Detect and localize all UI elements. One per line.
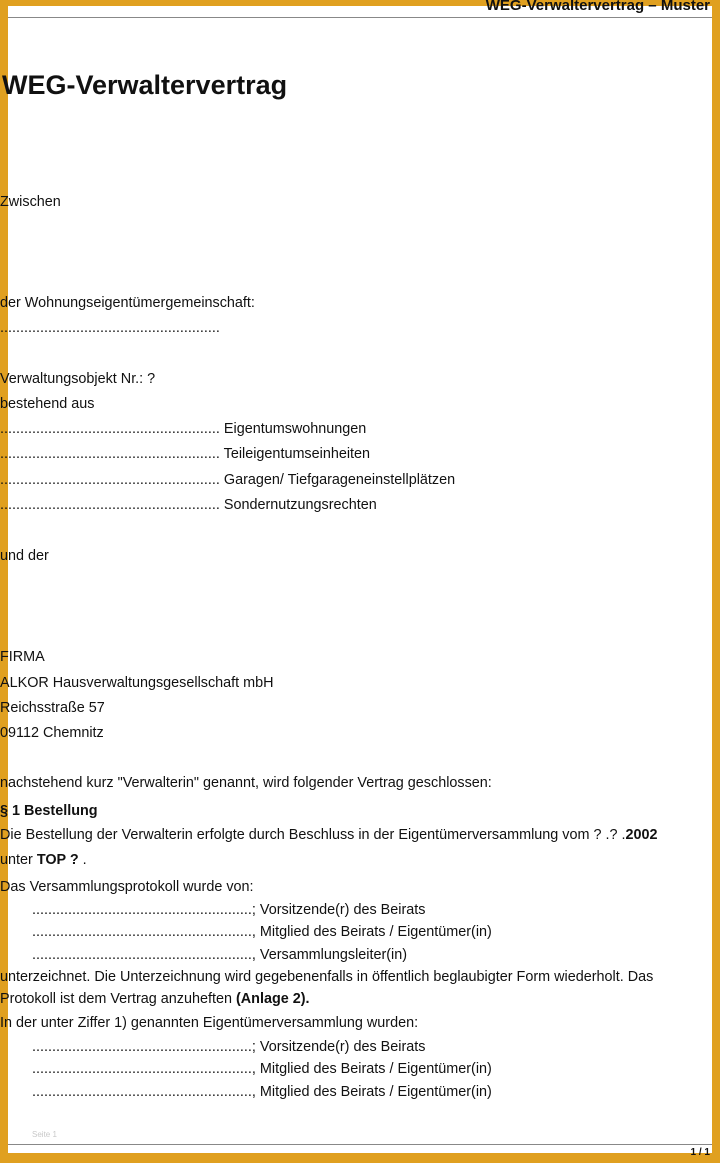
section1-paragraph-line: Protokoll ist dem Vertrag anzuheften (Anlage 2). xyxy=(0,991,310,1007)
firm-city: 09112 Chemnitz xyxy=(0,725,104,741)
signer-line: ......................................................., Mitglied des Beirats / Eigentümer(in) xyxy=(32,924,492,940)
document-title: WEG-Verwaltervertrag xyxy=(2,70,288,100)
party1-blank: ....................................................... xyxy=(0,320,220,336)
running-header: WEG-Verwaltervertrag – Muster xyxy=(485,0,710,14)
section1-paragraph-line: unter TOP ? . xyxy=(0,852,87,868)
firm-label: FIRMA xyxy=(0,649,45,665)
objekt-number: Verwaltungsobjekt Nr.: ? xyxy=(0,371,156,387)
zwischen-text: Zwischen xyxy=(0,194,61,210)
und-der-text: und der xyxy=(0,548,49,564)
unit-line: ....................................................... Garagen/ Tiefgarageneinstellplätzen xyxy=(0,472,456,488)
protokoll-intro: Das Versammlungsprotokoll wurde von: xyxy=(0,879,254,895)
elected-line: .......................................................; Vorsitzende(r) des Beirats xyxy=(32,1039,426,1055)
unit-line: ....................................................... Teileigentumseinheiten xyxy=(0,446,371,462)
firm-name: ALKOR Hausverwaltungsgesellschaft mbH xyxy=(0,675,274,691)
header-rule xyxy=(8,17,712,18)
section1-paragraph-line: Die Bestellung der Verwalterin erfolgte durch Beschluss in der Eigentümerversammlung vom ? .? .2002 xyxy=(0,827,658,843)
section-heading: § 1 Bestellung xyxy=(0,803,98,819)
elected-line: ......................................................., Mitglied des Beirats / Eigentümer(in) xyxy=(32,1084,492,1100)
signer-line: .......................................................; Vorsitzende(r) des Beirats xyxy=(32,902,426,918)
nachstehend-text: nachstehend kurz "Verwalterin" genannt, wird folgender Vertrag geschlossen: xyxy=(0,775,492,791)
footer-rule xyxy=(8,1144,712,1145)
unit-line: ....................................................... Eigentumswohnungen xyxy=(0,421,367,437)
bestehend-text: bestehend aus xyxy=(0,396,95,412)
party1-intro: der Wohnungseigentümergemeinschaft: xyxy=(0,295,255,311)
footer-note: Seite 1 xyxy=(32,1130,57,1139)
signer-line: ......................................................., Versammlungsleiter(in) xyxy=(32,947,408,963)
firm-street: Reichsstraße 57 xyxy=(0,700,105,716)
section1-paragraph-line: unterzeichnet. Die Unterzeichnung wird gegebenenfalls in öffentlich beglaubigter Form wiederholt. Das xyxy=(0,969,654,985)
page-number: 1 / 1 xyxy=(690,1147,710,1158)
ziffer-intro: In der unter Ziffer 1) genannten Eigentümerversammlung wurden: xyxy=(0,1015,419,1031)
unit-line: ....................................................... Sondernutzungsrechten xyxy=(0,497,377,513)
elected-line: ......................................................., Mitglied des Beirats / Eigentümer(in) xyxy=(32,1061,492,1077)
